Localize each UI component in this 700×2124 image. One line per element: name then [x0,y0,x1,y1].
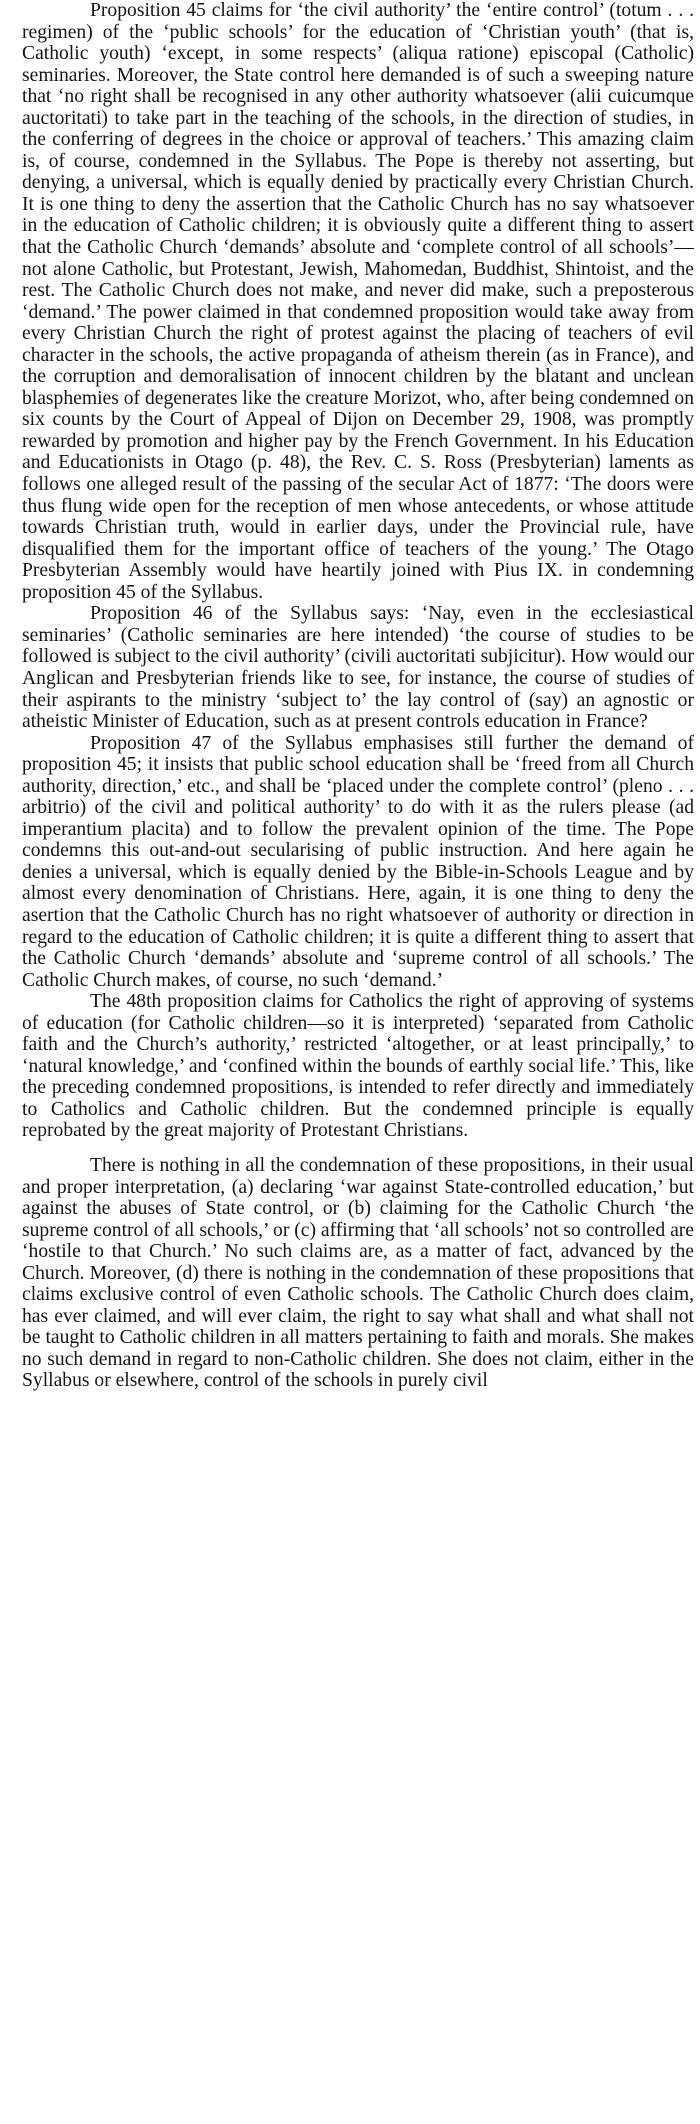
paragraph-proposition-45: Proposition 45 claims for ‘the civil authority’ the ‘entire control’ (totum . . . regimen) of the ‘public schools’ for the education of ‘Christian youth’ (that is, Catholic youth) ‘except, in some respects’ (aliqua ratione) episcopal (Catholic) seminaries. Moreover, the State control here demanded is of such a sweeping nature that ‘no right shall be recognised in any other authority whatsoever (alii cuicumque auctoritati) to take part in the teaching of the schools, in the direction of studies, in the conferring of degrees in the choice or approval of teachers.’ This amazing claim is, of course, condemned in the Syllabus. The Pope is thereby not asserting, but denying, a universal, which is equally denied by practically every Christian Church. It is one thing to deny the assertion that the Catholic Church has no say whatsoever in the education of Catholic children; it is obviously quite a different thing to assert that the Catholic Church ‘demands’ absolute and ‘complete control of all schools’—not alone Catholic, but Protestant, Jewish, Mahomedan, Buddhist, Shintoist, and the rest. The Catholic Church does not make, and never did make, such a preposterous ‘demand.’ The power claimed in that condemned proposition would take away from every Christian Church the right of protest against the placing of teachers of evil character in the schools, the active propaganda of atheism therein (as in France), and the corruption and demoralisation of innocent children by the blatant and unclean blasphemies of degenerates like the creature Morizot, who, after being condemned on six counts by the Court of Appeal of Dijon on December 29, 1908, was promptly rewarded by promotion and higher pay by the French Government. In his Education and Educationists in Otago (p. 48), the Rev. C. S. Ross (Presbyterian) laments as follows one alleged result of the passing of the secular Act of 1877: ‘The doors were thus flung wide open for the reception of men whose antecedents, or whose attitude towards Christian truth, would in earlier days, under the Provincial rule, have disqualified them for the important office of teachers of the young.’ The Otago Presbyterian Assembly would have heartily joined with Pius IX. in condemning proposition 45 of the Syllabus. [22,0,694,603]
paragraph-proposition-48: The 48th proposition claims for Catholics the right of approving of systems of education (for Catholic children—so it is interpreted) ‘separated from Catholic faith and the Church’s authority,’ restricted ‘altogether, or at least principally,’ to ‘natural knowledge,’ and ‘confined within the bounds of earthly social life.’ This, like the preceding condemned propositions, is intended to refer directly and immediately to Catholics and Catholic children. But the condemned principle is equally reprobated by the great majority of Protestant Christians. [22,991,694,1142]
article-column [22,0,694,1392]
paragraph-proposition-46: Proposition 46 of the Syllabus says: ‘Nay, even in the ecclesiastical seminaries’ (Catholic seminaries are here intended) ‘the course of studies to be followed is subject to the civil authority’ (civili auctoritati subjicitur). How would our Anglican and Presbyterian friends like to see, for instance, the course of studies of their aspirants to the ministry ‘subject to’ the lay control of (say) an agnostic or atheistic Minister of Education, such as at present controls education in France? [22,603,694,733]
paragraph-conclusion: There is nothing in all the condemnation of these propositions, in their usual and proper interpretation, (a) declaring ‘war against State-controlled education,’ but against the abuses of State control, or (b) claiming for the Catholic Church ‘the supreme control of all schools,’ or (c) affirming that ‘all schools’ not so controlled are ‘hostile to that Church.’ No such claims are, as a matter of fact, advanced by the Church. Moreover, (d) there is nothing in the condemnation of these propositions that claims exclusive control of even Catholic schools. The Catholic Church does claim, has ever claimed, and will ever claim, the right to say what shall and what shall not be taught to Catholic children in all matters pertaining to faith and morals. She makes no such demand in regard to non-Catholic children. She does not claim, either in the Syllabus or elsewhere, control of the schools in purely civil [22,1154,694,1392]
paragraph-proposition-47: Proposition 47 of the Syllabus emphasises still further the demand of proposition 45; it insists that public school education shall be ‘freed from all Church authority, direction,’ etc., and shall be ‘placed under the complete control’ (pleno . . . arbitrio) of the civil and political authority’ to do with it as the rulers please (ad imperantium placita) and to follow the prevalent opinion of the time. The Pope condemns this out-and-out secularising of public instruction. And here again he denies a universal, which is equally denied by the Bible-in-Schools League and by almost every denomination of Christians. Here, again, it is one thing to deny the asertion that the Catholic Church has no right whatsoever of authority or direction in regard to the education of Catholic children; it is quite a different thing to assert that the Catholic Church ‘demands’ absolute and ‘supreme control of all schools.’ The Catholic Church makes, of course, no such ‘demand.’ [22,732,694,991]
